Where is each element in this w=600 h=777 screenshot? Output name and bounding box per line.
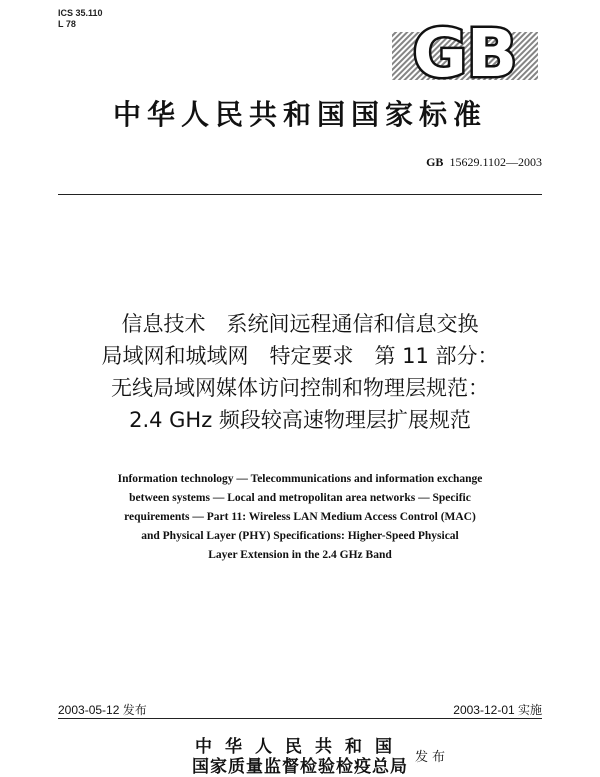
en-title-line: Information technology — Telecommunications and information exchange bbox=[117, 473, 483, 485]
issuer-line-2: 国家质量监督检验检疫总局 bbox=[192, 757, 408, 777]
implementation-date: 2003-12-01 实施 bbox=[453, 703, 542, 717]
logo-text: GB bbox=[412, 15, 518, 84]
national-standard-title: 中华人民共和国国家标准 bbox=[112, 98, 487, 131]
cn-title-line: 无线局域网媒体访问控制和物理层规范： bbox=[111, 376, 489, 400]
en-title-line: and Physical Layer (PHY) Specifications: Higher-Speed Physical bbox=[141, 530, 459, 542]
ccs-code: L 78 bbox=[58, 19, 76, 29]
ics-code: ICS 35.110 bbox=[58, 8, 103, 18]
gb-logo bbox=[390, 14, 540, 84]
standard-prefix: GB bbox=[426, 155, 444, 169]
issuer-line-1: 中华人民共和国 bbox=[195, 737, 405, 757]
chinese-title bbox=[0, 308, 600, 436]
english-title bbox=[0, 470, 600, 565]
issue-action: 发布 bbox=[415, 750, 450, 765]
classification-codes bbox=[58, 8, 103, 30]
cn-title-line: 信息技术 系统间远程通信和信息交换 bbox=[121, 312, 479, 336]
en-title-line: requirements — Part 11: Wireless LAN Medium Access Control (MAC) bbox=[124, 511, 476, 523]
standard-number bbox=[426, 155, 542, 170]
issuing-authority bbox=[0, 737, 600, 777]
en-title-line: between systems — Local and metropolitan area networks — Specific bbox=[129, 492, 471, 504]
header-divider bbox=[58, 194, 542, 195]
issue-date: 2003-05-12 发布 bbox=[58, 703, 147, 717]
standard-code: 15629.1102—2003 bbox=[449, 155, 542, 169]
footer-divider bbox=[58, 718, 542, 719]
cn-title-line: 局域网和城域网 特定要求 第 11 部分： bbox=[101, 344, 499, 368]
cn-title-line: 2.4 GHz 频段较高速物理层扩展规范 bbox=[129, 408, 471, 432]
en-title-line: Layer Extension in the 2.4 GHz Band bbox=[208, 549, 392, 561]
